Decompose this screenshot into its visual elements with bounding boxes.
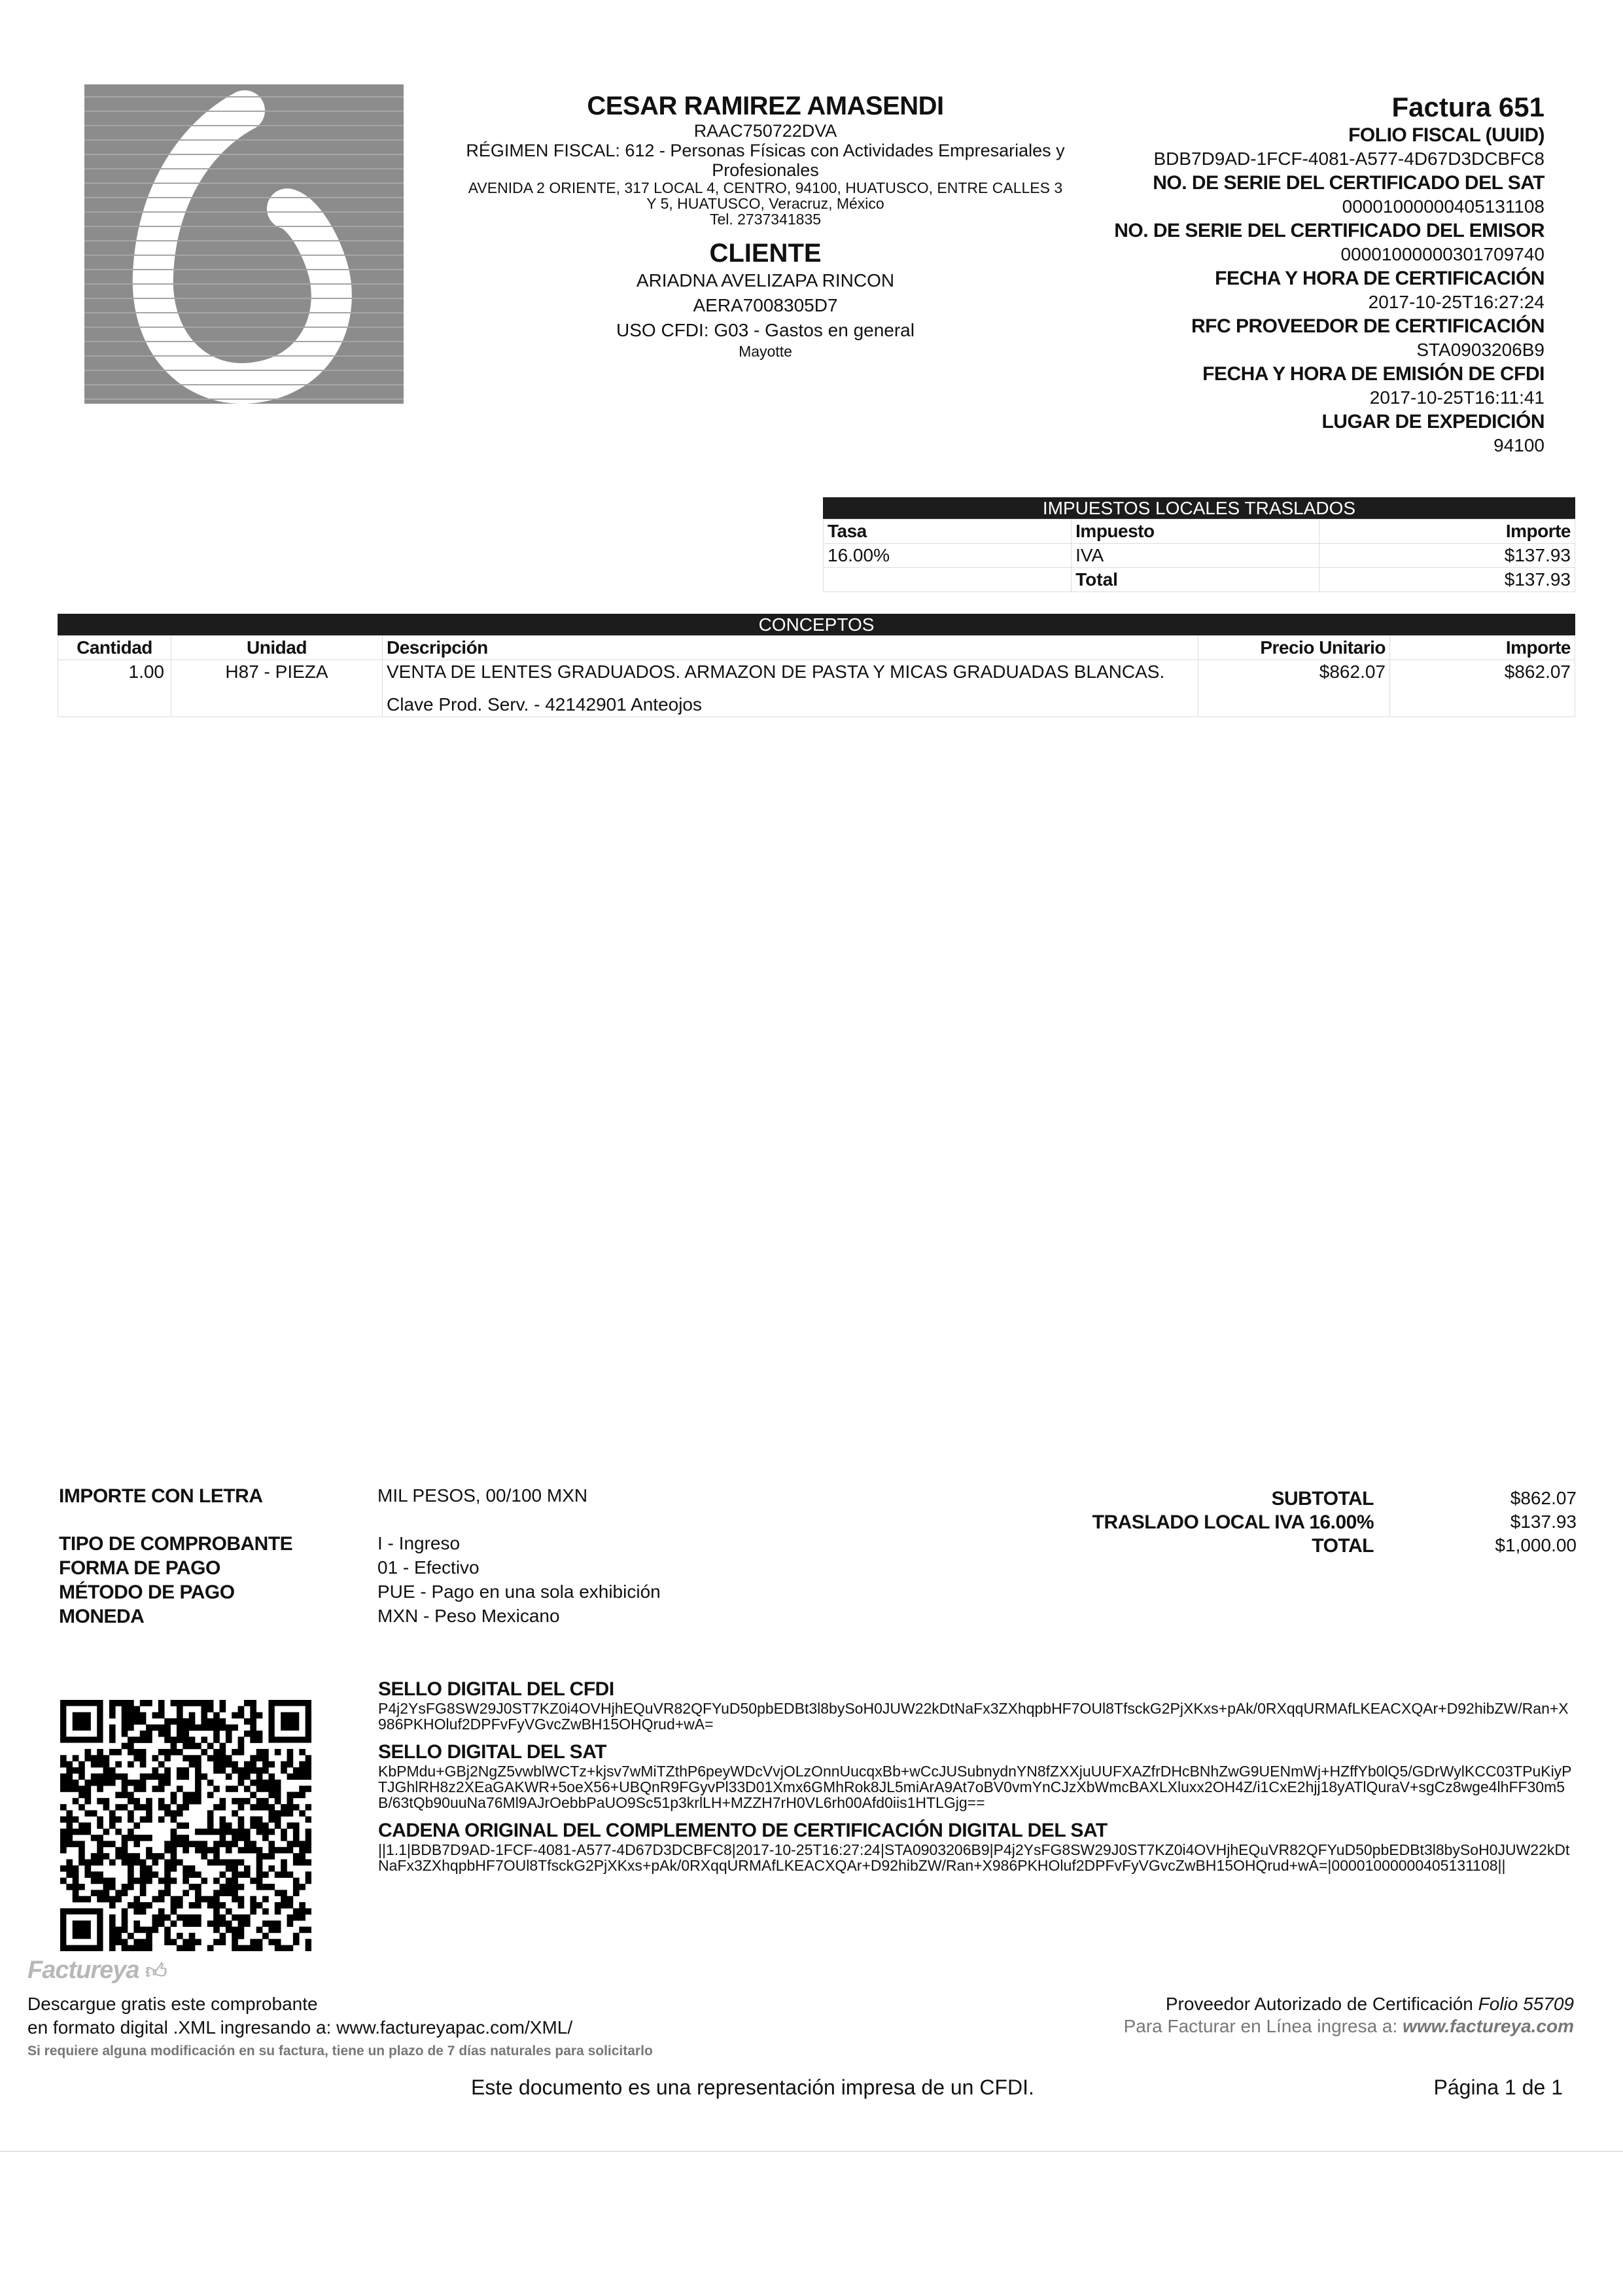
issuer-address-1: AVENIDA 2 ORIENTE, 317 LOCAL 4, CENTRO, 94100, HUATUSCO, ENTRE CALLES 3 — [468, 179, 1063, 196]
cert-date-label: FECHA Y HORA DE CERTIFICACIÓN — [1215, 268, 1544, 289]
footer-right — [920, 1992, 1574, 2037]
issuer-block — [419, 92, 1112, 361]
col-importe: Importe — [1319, 520, 1575, 544]
issuer-phone: Tel. 2737341835 — [709, 211, 822, 228]
cert-date-value: 2017-10-25T16:27:24 — [1368, 292, 1544, 312]
issuer-regime-1: RÉGIMEN FISCAL: 612 - Personas Físicas con Actividades Empresariales y — [466, 141, 1065, 160]
local-taxes-table — [823, 497, 1575, 592]
local-tax-row — [1021, 1511, 1577, 1535]
col-cantidad: Cantidad — [58, 636, 171, 660]
item-unit: H87 - PIEZA — [171, 660, 383, 717]
tax-name: IVA — [1072, 544, 1319, 568]
col-unidad: Unidad — [171, 636, 383, 660]
logo-stripe — [84, 370, 404, 371]
cfdi-seal-label: SELLO DIGITAL DEL CFDI — [378, 1678, 614, 1700]
brand-name: Factureya — [27, 1956, 139, 1984]
logo-stripe — [84, 355, 404, 357]
logo-stripe — [84, 298, 404, 299]
item-description-cell — [383, 660, 1198, 717]
online-invoice-url[interactable]: www.factureya.com — [1403, 2016, 1574, 2036]
invoice-metadata — [1047, 92, 1544, 457]
col-tasa: Tasa — [824, 520, 1072, 544]
sat-cert-value: 00001000000405131108 — [1342, 196, 1544, 217]
item-amount: $862.07 — [1390, 660, 1575, 717]
totals-block — [1021, 1488, 1577, 1559]
summary-left — [59, 1485, 1040, 1630]
subtotal-label: SUBTOTAL — [1271, 1488, 1374, 1510]
voucher-type-label: TIPO DE COMPROBANTE — [59, 1533, 293, 1555]
logo-stripe — [84, 139, 404, 141]
local-tax-label: TRASLADO LOCAL IVA 16.00% — [1092, 1511, 1374, 1533]
logo-stripe — [84, 211, 404, 213]
col-descripcion: Descripción — [383, 636, 1198, 660]
logo-stripe — [84, 341, 404, 342]
local-tax-value: $137.93 — [1510, 1511, 1577, 1532]
sat-seal-value: KbPMdu+GBj2NgZ5vwblWCTz+kjsv7wMiTZthP6peyWDcVvjOLzOnnUucqxBb+wCcJUSubnydnYN8fZXXjuUUFXAZfrDHcBNhZwG9UENmWj+HZffYb0lQ5/GDrWylKCC03TPuKiyPTJGhlRH8z2XEaGAKWR+5oeX56+UBQnR9FGyvPl33D01Xmx6GMhRok8JL5miArA9At7oBV0vmYnCJzXbWmcBAXLXluxx2OH4Z/i1CxE2hjj18yATlQuraV+sgCz8wge4lhFF30m5B/63tQb90uuNa76Ml9AJrOebbPaUO9Sc51p3krlLH+MZZH7rH0VL6rh00Afd0iis1HTLGjg== — [378, 1763, 1572, 1811]
item-unit-price: $862.07 — [1198, 660, 1390, 717]
logo-stripe — [84, 111, 404, 112]
issuer-address-2: Y 5, HUATUSCO, Veracruz, México — [646, 195, 884, 212]
logo-stripe — [84, 269, 404, 270]
payment-method-row — [59, 1581, 1040, 1606]
col-precio: Precio Unitario — [1198, 636, 1390, 660]
payment-method-value: PUE - Pago en una sola exhibición — [377, 1581, 661, 1602]
tax-total-value: $137.93 — [1319, 568, 1575, 592]
brand-logo — [27, 1956, 167, 1985]
issuer-cert-value: 00001000000301709740 — [1340, 244, 1544, 264]
uuid-value: BDB7D9AD-1FCF-4081-A577-4D67D3DCBFC8 — [1153, 149, 1544, 169]
logo-stripe — [84, 398, 404, 400]
currency-value: MXN - Peso Mexicano — [377, 1606, 560, 1626]
voucher-type-value: I - Ingreso — [377, 1533, 461, 1553]
footer-left — [27, 1992, 878, 2059]
client-rfc: AERA7008305D7 — [693, 295, 838, 315]
cfdi-seal-value: P4j2YsFG8SW29J0ST7KZ0i4OVHjhEQuVR82QFYuD50pbEDBt3l8bySoH0JUW22kDtNaFx3ZXhqpbHF7OUl8TfsckG2PjXKxs+pAk/0RXqqURMAfLKEACXQAr+D92hibZW/Ran+X986PKHOluf2DPFvFyVGvcZwBH15OHQrud+wA= — [378, 1700, 1569, 1733]
logo-stripe — [84, 183, 404, 184]
place-value: 94100 — [1493, 435, 1544, 455]
logo-stripe — [84, 384, 404, 385]
client-extra: Mayotte — [739, 343, 792, 360]
logo-stripe — [84, 96, 404, 97]
total-label: TOTAL — [1312, 1535, 1374, 1557]
local-taxes-title: IMPUESTOS LOCALES TRASLADOS — [823, 497, 1575, 519]
tax-total-label: Total — [1072, 568, 1319, 592]
currency-row — [59, 1606, 1040, 1630]
issuer-rfc: RAAC750722DVA — [693, 121, 837, 141]
provider-rfc-label: RFC PROVEEDOR DE CERTIFICACIÓN — [1191, 315, 1544, 337]
payment-form-value: 01 - Efectivo — [377, 1557, 480, 1578]
table-row — [58, 660, 1575, 717]
concepts-table — [58, 614, 1575, 717]
original-chain-value: ||1.1|BDB7D9AD-1FCF-4081-A577-4D67D3DCBFC8|2017-10-25T16:27:24|STA0903206B9|P4j2YsFG8SW29J0ST7KZ0i4OVHjhEQuVR82QFYuD50pbEDBt3l8bySoH0JUW22kDtNaFx3ZXhqpbHF7OUl8TfsckG2PjXKxs+pAk/0RXqqURMAfLKEACXQAr+D92hibZW/Ran+X986PKHOluf2DPFvFyVGvcZwBH15OHQrud+wA=|00001000000405131108|| — [378, 1841, 1570, 1874]
item-quantity: 1.00 — [58, 660, 171, 717]
original-chain-label: CADENA ORIGINAL DEL COMPLEMENTO DE CERTIFICACIÓN DIGITAL DEL SAT — [378, 1820, 1108, 1841]
item-description: VENTA DE LENTES GRADUADOS. ARMAZON DE PASTA Y MICAS GRADUADAS BLANCAS. — [387, 662, 1165, 682]
table-header-row — [58, 636, 1575, 660]
page-number: Página 1 de 1 — [1433, 2075, 1563, 2099]
place-label: LUGAR DE EXPEDICIÓN — [1321, 411, 1544, 433]
provider-text: Proveedor Autorizado de Certificación — [1165, 1994, 1473, 2014]
currency-label: MONEDA — [59, 1606, 145, 1627]
issuer-regime-2: Profesionales — [712, 160, 819, 180]
concepts-grid — [58, 635, 1575, 717]
sat-seal-label: SELLO DIGITAL DEL SAT — [378, 1741, 606, 1763]
issue-date-label: FECHA Y HORA DE EMISIÓN DE CFDI — [1202, 363, 1544, 385]
voucher-type-row — [59, 1533, 1040, 1557]
logo-stripe — [84, 240, 404, 241]
subtotal-value: $862.07 — [1510, 1488, 1577, 1508]
amount-in-words-row — [59, 1485, 1040, 1510]
tax-rate: 16.00% — [824, 544, 1072, 568]
thumbs-up-icon: 👍︎ — [145, 1959, 167, 1983]
digital-seals — [378, 1678, 1575, 1882]
amount-in-words-value: MIL PESOS, 00/100 MXN — [377, 1485, 588, 1506]
logo-stripe — [84, 255, 404, 256]
modification-notice: Si requiere alguna modificación en su factura, tiene un plazo de 7 días naturales para solicitarlo — [27, 2043, 653, 2058]
logo-stripe — [84, 327, 404, 328]
client-cfdi-use: USO CFDI: G03 - Gastos en general — [616, 320, 915, 340]
subtotal-row — [1021, 1488, 1577, 1511]
local-taxes-grid — [823, 519, 1575, 592]
tax-amount: $137.93 — [1319, 544, 1575, 568]
logo-stripe — [84, 125, 404, 126]
logo-stripe — [84, 197, 404, 198]
payment-method-label: MÉTODO DE PAGO — [59, 1581, 235, 1603]
client-name: ARIADNA AVELIZAPA RINCON — [636, 270, 895, 291]
col-importe: Importe — [1390, 636, 1575, 660]
invoice-title: Factura 651 — [1391, 92, 1544, 122]
total-value: $1,000.00 — [1495, 1535, 1577, 1555]
download-text-1: Descargue gratis este comprobante — [27, 1994, 318, 2014]
issue-date-value: 2017-10-25T16:11:41 — [1369, 387, 1544, 408]
logo-stripe — [84, 312, 404, 313]
logo-stripe — [84, 283, 404, 285]
concepts-title: CONCEPTOS — [58, 614, 1575, 635]
online-invoice-text: Para Facturar en Línea ingresa a: — [1123, 2016, 1398, 2036]
issuer-name: CESAR RAMIREZ AMASENDI — [587, 92, 944, 120]
qr-code-graphic — [60, 1700, 311, 1951]
client-title: CLIENTE — [709, 239, 822, 268]
table-row-total — [824, 568, 1575, 592]
divider — [0, 2151, 1623, 2152]
representation-notice: Este documento es una representación impresa de un CFDI. — [471, 2075, 1034, 2099]
empty-cell — [824, 568, 1072, 592]
table-header-row — [824, 520, 1575, 544]
payment-form-row — [59, 1557, 1040, 1581]
logo-stripe — [84, 168, 404, 169]
provider-folio: Folio 55709 — [1478, 1994, 1574, 2014]
provider-rfc-value: STA0903206B9 — [1416, 340, 1544, 360]
amount-in-words-label: IMPORTE CON LETRA — [59, 1485, 263, 1507]
item-product-key: Clave Prod. Serv. - 42142901 Anteojos — [387, 694, 703, 715]
online-invoice-line — [920, 2016, 1574, 2037]
sat-cert-label: NO. DE SERIE DEL CERTIFICADO DEL SAT — [1153, 172, 1544, 194]
table-row — [824, 544, 1575, 568]
download-text-2: en formato digital .XML ingresando a: www.factureyapac.com/XML/ — [27, 2017, 573, 2038]
logo-stripe — [84, 154, 404, 155]
col-impuesto: Impuesto — [1072, 520, 1319, 544]
logo-stripe — [84, 226, 404, 227]
qr-code — [60, 1700, 311, 1951]
uuid-label: FOLIO FISCAL (UUID) — [1348, 124, 1544, 146]
company-logo — [84, 84, 404, 404]
total-row — [1021, 1535, 1577, 1559]
provider-line — [920, 1992, 1574, 2016]
issuer-cert-label: NO. DE SERIE DEL CERTIFICADO DEL EMISOR — [1114, 220, 1544, 241]
payment-form-label: FORMA DE PAGO — [59, 1557, 220, 1579]
